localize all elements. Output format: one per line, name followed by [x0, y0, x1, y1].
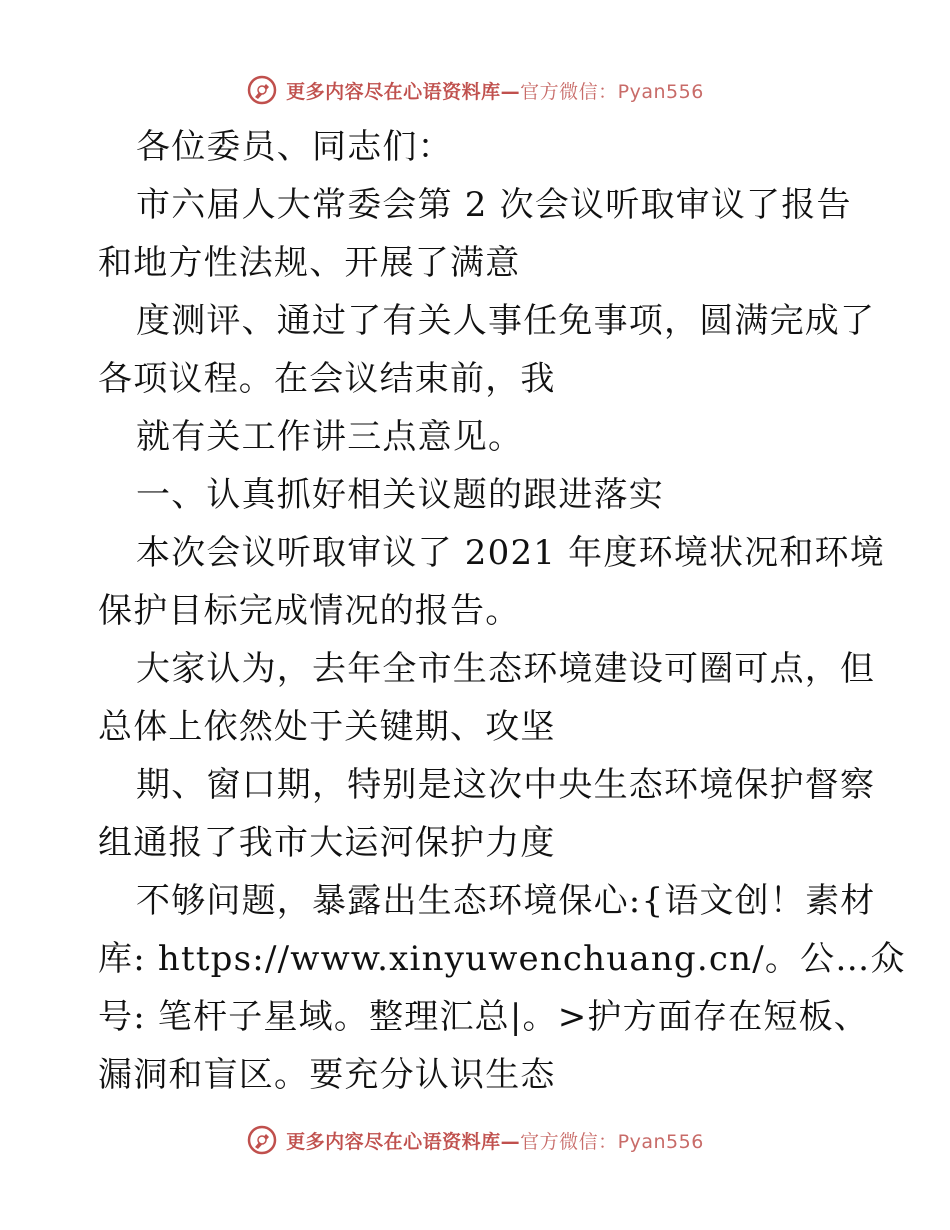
- pen-seal-icon: [246, 1124, 278, 1156]
- text-line: 库: https://www.xinyuwenchuang.cn/。公…众: [98, 939, 906, 979]
- watermark-text: 更多内容尽在心语资料库—官方微信：Pyan556: [286, 80, 704, 103]
- text-line: 就有关工作讲三点意见。: [136, 417, 524, 457]
- pen-seal-icon: [246, 74, 278, 106]
- text-line: 本次会议听取审议了 2021 年度环境状况和环境: [136, 533, 885, 573]
- text-line: 期、窗口期，特别是这次中央生态环境保护督察: [136, 765, 876, 805]
- section-heading: 一、认真抓好相关议题的跟进落实: [136, 475, 664, 515]
- text-line: 保护目标完成情况的报告。: [98, 591, 521, 631]
- footer-watermark-banner: [0, 1120, 950, 1160]
- text-line: 度测评、通过了有关人事任免事项，圆满完成了: [136, 301, 876, 341]
- text-line: 漏洞和盲区。要充分认识生态: [98, 1055, 556, 1095]
- document-body: [98, 118, 906, 1104]
- watermark-text: 更多内容尽在心语资料库—官方微信：Pyan556: [286, 1130, 704, 1153]
- text-line: 和地方性法规、开展了满意: [98, 243, 521, 283]
- text-line: 不够问题，暴露出生态环境保心:{语文创！素材: [136, 881, 876, 921]
- text-line: 总体上依然处于关键期、攻坚: [98, 707, 556, 747]
- text-line: 大家认为，去年全市生态环境建设可圈可点，但: [136, 649, 876, 689]
- text-line: 市六届人大常委会第 2 次会议听取审议了报告: [136, 185, 852, 225]
- text-line: 组通报了我市大运河保护力度: [98, 823, 556, 863]
- text-line: 各位委员、同志们：: [136, 127, 453, 167]
- text-line: 各项议程。在会议结束前，我: [98, 359, 556, 399]
- text-line: 号: 笔杆子星域。整理汇总|。>护方面存在短板、: [98, 997, 870, 1037]
- header-watermark-banner: [0, 70, 950, 110]
